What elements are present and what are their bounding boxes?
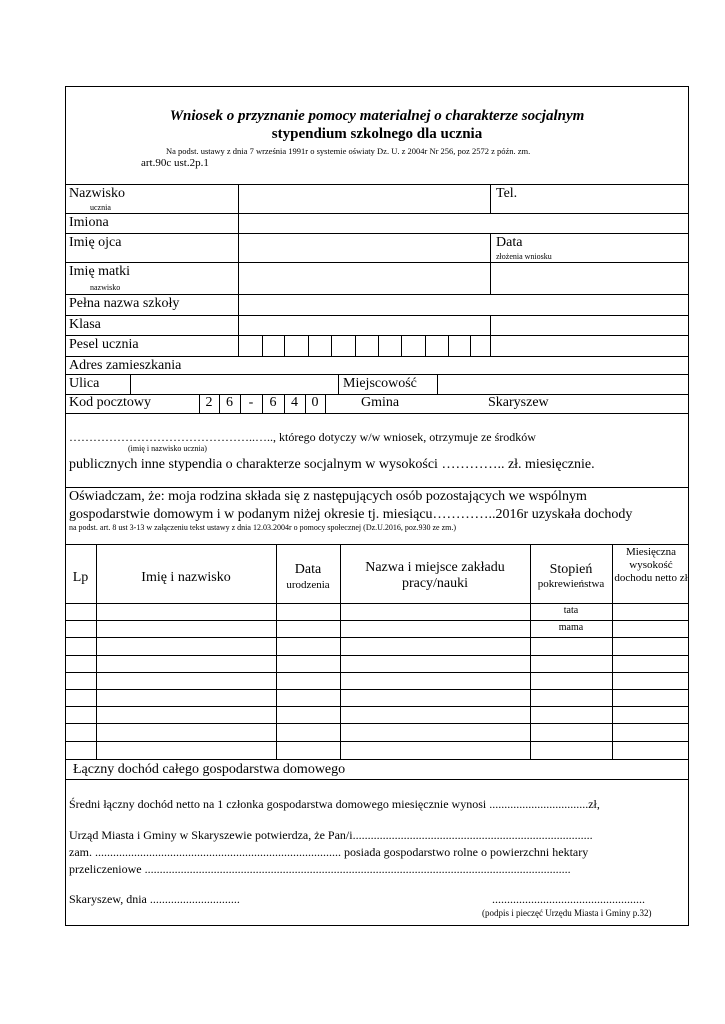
col-date: Data <box>294 562 322 577</box>
kod-digit: 4 <box>291 395 298 410</box>
label-ulica: Ulica <box>69 376 100 391</box>
kod-digit: - <box>248 395 254 410</box>
label-gmina: Gmina <box>361 395 400 410</box>
kod-digit: 2 <box>205 395 213 410</box>
form-subtitle: stypendium szkolnego dla ucznia <box>271 126 483 142</box>
label-imie-ojca: Imię ojca <box>69 235 122 250</box>
label-imie-matki: Imię matki <box>69 264 131 279</box>
statement-line3: na podst. art. 8 ust 3-13 w załączeniu tekst ustawy z dnia 12.03.2004r o pomocy społecznej (Dz.U.2016, poz.930 ze zm.) <box>69 523 457 532</box>
date-line: Skaryszew, dnia .............................. <box>69 892 240 906</box>
label-pesel: Pesel ucznia <box>69 337 139 352</box>
signature-dots: ................................................... <box>492 892 645 906</box>
article-ref: art.90c ust.2p.1 <box>141 157 209 169</box>
col-lp: Lp <box>72 570 89 585</box>
label-szkola: Pełna nazwa szkoły <box>69 296 180 311</box>
col-name: Imię i nazwisko <box>141 570 231 585</box>
label-adres: Adres zamieszkania <box>69 358 182 373</box>
label-data-sub: złożenia wniosku <box>496 252 552 261</box>
label-miejscowosc: Miejscowość <box>343 376 417 391</box>
urzad-line3: przeliczeniowe .............................................................................................................................................. <box>69 862 571 876</box>
declaration-sub: (imię i nazwisko ucznia) <box>128 444 207 453</box>
average-income: Średni łączny dochód netto na 1 członka gospodarstwa domowego miesięcznie wynosi .................................zł, <box>69 797 600 811</box>
kod-digit: 6 <box>226 395 233 410</box>
form-title: Wniosek o przyznanie pomocy materialnej o charakterze socjalnym <box>169 108 585 124</box>
label-kod-pocztowy: Kod pocztowy <box>69 395 152 410</box>
declaration-line1: ………………………………………..….., którego dotyczy w/w wniosek, otrzymuje ze środków <box>69 430 536 444</box>
col-degree-sub: pokrewieństwa <box>537 578 605 590</box>
col-date-sub: urodzenia <box>286 579 330 591</box>
statement-line2: gospodarstwie domowym i w podanym niżej okresie tj. miesiącu…………..2016r uzyskała dochody <box>69 507 633 522</box>
col-degree: Stopień <box>549 562 593 577</box>
label-tel: Tel. <box>496 186 518 201</box>
signature-label: (podpis i pieczęć Urzędu Miasta i Gminy p.32) <box>482 908 652 918</box>
kod-digit: 0 <box>311 395 319 410</box>
label-imiona: Imiona <box>69 215 109 230</box>
statement-line1: Oświadczam, że: moja rodzina składa się z następujących osób pozostających we wspólnym <box>69 489 587 504</box>
label-nazwisko: Nazwisko <box>69 186 125 201</box>
label-klasa: Klasa <box>69 317 101 332</box>
kod-digit: 6 <box>269 395 277 410</box>
urzad-line1: Urząd Miasta i Gminy w Skaryszewie potwierdza, że Pan/i................................................................................ <box>69 828 593 842</box>
legal-basis: Na podst. ustawy z dnia 7 września 1991r o systemie oświaty Dz. U. z 2004r Nr 256, poz 2572 z późn. zm. <box>166 146 531 156</box>
label-imie-matki-sub: nazwisko <box>90 283 121 292</box>
row-tata: tata <box>563 605 579 616</box>
label-nazwisko-sub: ucznia <box>90 203 111 212</box>
row-mama: mama <box>558 622 584 633</box>
col-work: Nazwa i miejsce zakładu pracy/nauki <box>365 560 505 591</box>
urzad-line2: zam. .................................................................................. posiada gospodarstwo rolne o powierzchni hektary <box>69 845 589 859</box>
declaration-line2: publicznych inne stypendia o charakterze socjalnym w wysokości ………….. zł. miesięcznie. <box>69 457 595 472</box>
col-income: Miesięczna wysokość dochodu netto zł <box>614 546 688 584</box>
total-income-label: Łączny dochód całego gospodarstwa domowego <box>73 762 346 777</box>
gmina-value: Skaryszew <box>488 395 549 410</box>
label-data: Data <box>496 235 523 250</box>
